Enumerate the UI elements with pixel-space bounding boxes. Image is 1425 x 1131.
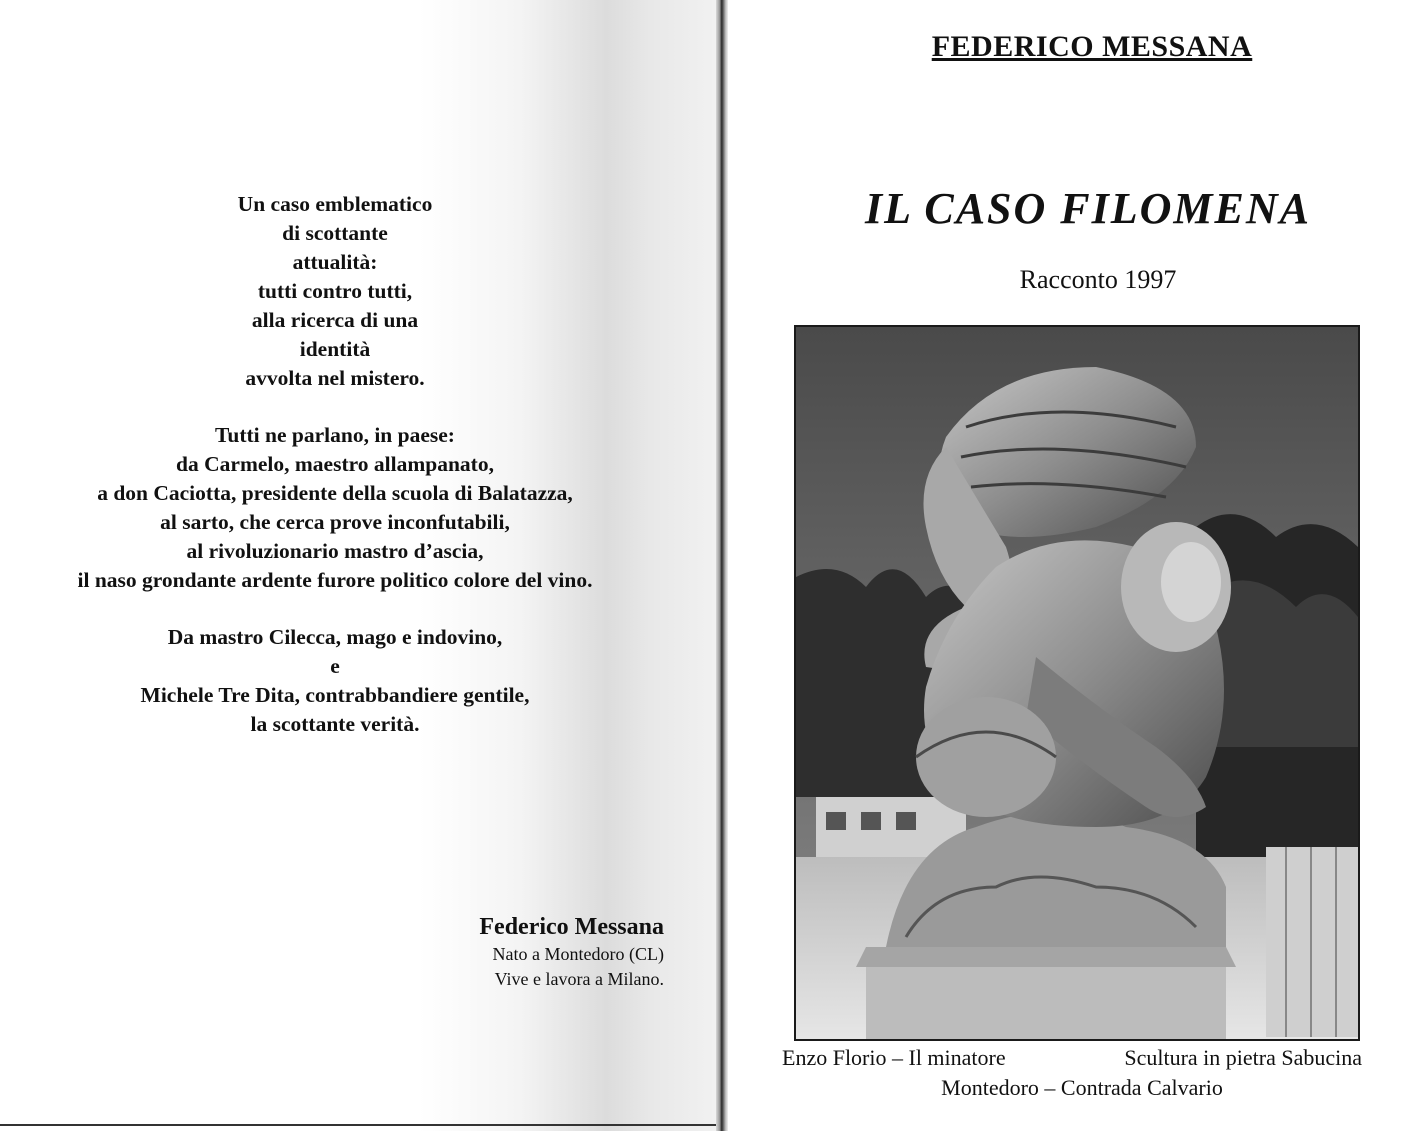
- sculpture-photo: [794, 325, 1360, 1041]
- blurb-line: da Carmelo, maestro allampanato,: [176, 452, 494, 476]
- book-spine: [716, 0, 728, 1131]
- book-subtitle: Racconto 1997: [1019, 265, 1177, 294]
- blurb-line: identità: [299, 337, 371, 361]
- blurb-line: avvolta nel mistero.: [245, 366, 425, 390]
- blurb-line: attualità:: [292, 250, 378, 274]
- book-title: IL CASO FILOMENA: [864, 184, 1312, 233]
- blurb-line: al rivoluzionario mastro d’ascia,: [186, 539, 484, 563]
- blurb-stanza-1: [30, 190, 640, 393]
- blurb-stanza-3: [30, 623, 640, 739]
- author-residence: Vive e lavora a Milano.: [494, 969, 664, 989]
- blurb-line: alla ricerca di una: [251, 308, 419, 332]
- caption-line-1: [782, 1042, 1362, 1074]
- author-name: Federico Messana: [479, 914, 664, 940]
- blurb-line: di scottante: [282, 221, 388, 245]
- blurb-line: a don Caciotta, presidente della scuola di Balatazza,: [97, 481, 573, 505]
- blurb-line: Tutti ne parlano, in paese:: [215, 423, 455, 447]
- blurb-line: la scottante verità.: [250, 712, 420, 736]
- cover-author: FEDERICO MESSANA: [931, 30, 1253, 63]
- caption-material: Scultura in pietra Sabucina: [1124, 1045, 1362, 1070]
- author-bio: [479, 912, 664, 992]
- blurb-stanza-2: [30, 421, 640, 595]
- caption-artwork: Enzo Florio – Il minatore: [782, 1045, 1006, 1070]
- blurb-line: e: [330, 654, 340, 678]
- blurb-line: tutti contro tutti,: [257, 279, 413, 303]
- front-cover: [728, 0, 1425, 1131]
- blurb-line: Da mastro Cilecca, mago e indovino,: [167, 625, 503, 649]
- blurb-line: al sarto, che cerca prove inconfutabili,: [160, 510, 510, 534]
- blurb-line: il naso grondante ardente furore politico colore del vino.: [77, 568, 593, 592]
- page-bottom-edge: [0, 1124, 722, 1126]
- photo-caption: [782, 1042, 1362, 1104]
- blurb-line: Michele Tre Dita, contrabbandiere gentile,: [140, 683, 530, 707]
- sculpture-photo-image: [796, 327, 1358, 1039]
- author-birthplace: Nato a Montedoro (CL): [492, 944, 664, 964]
- blurb-line: Un caso emblematico: [237, 192, 433, 216]
- back-cover-blurb: [30, 190, 640, 767]
- caption-location: Montedoro – Contrada Calvario: [941, 1075, 1223, 1100]
